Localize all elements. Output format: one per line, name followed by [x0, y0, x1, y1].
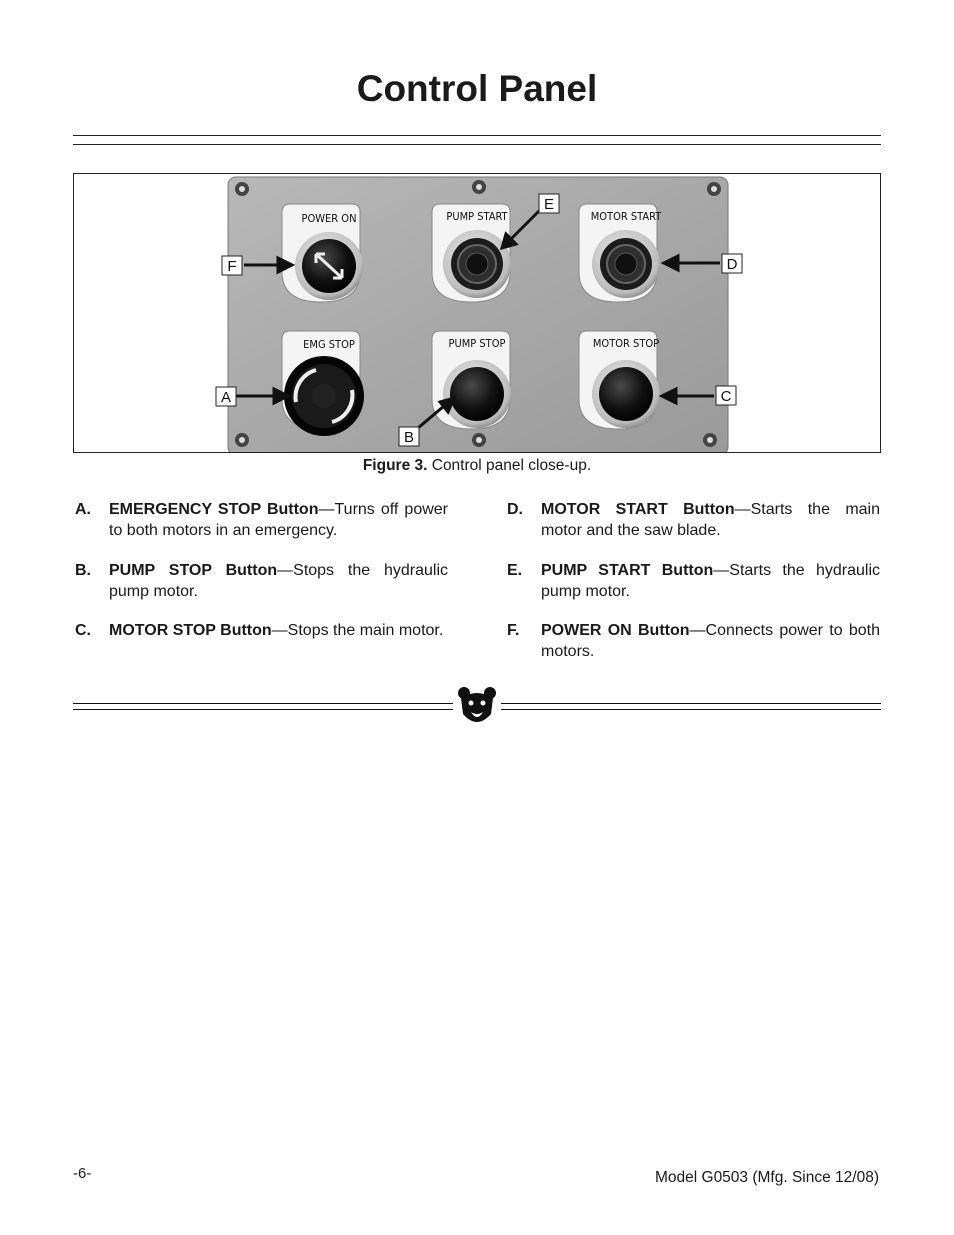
screw-icon	[703, 433, 717, 447]
screw-icon	[235, 433, 249, 447]
item-desc: —Starts the main motor and the saw blade.	[541, 501, 880, 539]
callout-e: E	[543, 196, 555, 213]
screw-icon	[472, 433, 486, 447]
power-on-button	[282, 204, 363, 302]
screw-icon	[235, 182, 249, 196]
callout-f: F	[227, 258, 237, 275]
bear-logo-icon	[457, 686, 497, 728]
motor-stop-label: MOTOR STOP	[592, 337, 660, 350]
page-title: Control Panel	[356, 68, 598, 109]
list-item-c	[75, 620, 448, 641]
title-rule-top	[73, 135, 881, 136]
motor-start-label: MOTOR START	[590, 210, 662, 223]
item-desc: —Stops the hydraulic pump motor.	[109, 562, 449, 600]
screw-icon	[707, 182, 721, 196]
item-letter: D.	[507, 501, 523, 518]
callout-d: D	[726, 256, 738, 273]
item-name: PUMP STOP Button	[109, 562, 278, 579]
callout-c: C	[720, 388, 732, 405]
page-number: -6-	[73, 1165, 92, 1182]
item-desc: —Connects power to both motors.	[541, 622, 880, 660]
item-name: POWER ON Button	[541, 622, 690, 639]
pump-start-button	[432, 204, 511, 302]
motor-start-button	[579, 204, 662, 302]
item-letter: E.	[507, 562, 523, 579]
list-item-f	[507, 620, 880, 662]
item-name: EMERGENCY STOP Button	[109, 501, 319, 518]
figure-caption	[0, 457, 954, 475]
figure-caption-number: Figure 3.	[362, 457, 428, 474]
item-letter: F.	[507, 622, 520, 639]
emergency-stop-button	[282, 331, 364, 436]
item-desc: —Stops the main motor.	[271, 622, 444, 639]
screw-icon	[472, 180, 486, 194]
item-letter: B.	[75, 562, 91, 579]
figure-control-panel	[73, 173, 881, 453]
item-name: PUMP START Button	[541, 562, 714, 579]
model-footer: Model G0503 (Mfg. Since 12/08)	[654, 1169, 879, 1186]
list-item-e	[507, 560, 880, 602]
list-item-a	[75, 499, 448, 541]
pump-stop-label: PUMP STOP	[448, 337, 506, 350]
list-item-b	[75, 560, 448, 602]
title-rule-bottom	[73, 144, 881, 145]
power-on-label: POWER ON	[301, 212, 357, 225]
callout-a: A	[220, 389, 232, 406]
list-item-d	[507, 499, 880, 541]
section-divider-right	[501, 703, 881, 710]
pump-start-label: PUMP START	[446, 210, 508, 223]
item-desc: —Starts the hydraulic pump motor.	[541, 562, 881, 600]
emg-stop-label: EMG STOP	[303, 338, 355, 351]
item-desc: —Turns off power to both motors in an emergency.	[109, 501, 448, 539]
item-name: MOTOR START Button	[541, 501, 735, 518]
figure-caption-text: Control panel close-up.	[427, 457, 592, 474]
section-divider-left	[73, 703, 453, 710]
item-letter: C.	[75, 622, 91, 639]
pump-stop-button	[432, 331, 511, 429]
item-letter: A.	[75, 501, 91, 518]
callout-b: B	[403, 429, 415, 446]
item-name: MOTOR STOP Button	[109, 622, 272, 639]
control-panel-illustration	[74, 174, 880, 452]
motor-stop-button	[579, 331, 660, 429]
